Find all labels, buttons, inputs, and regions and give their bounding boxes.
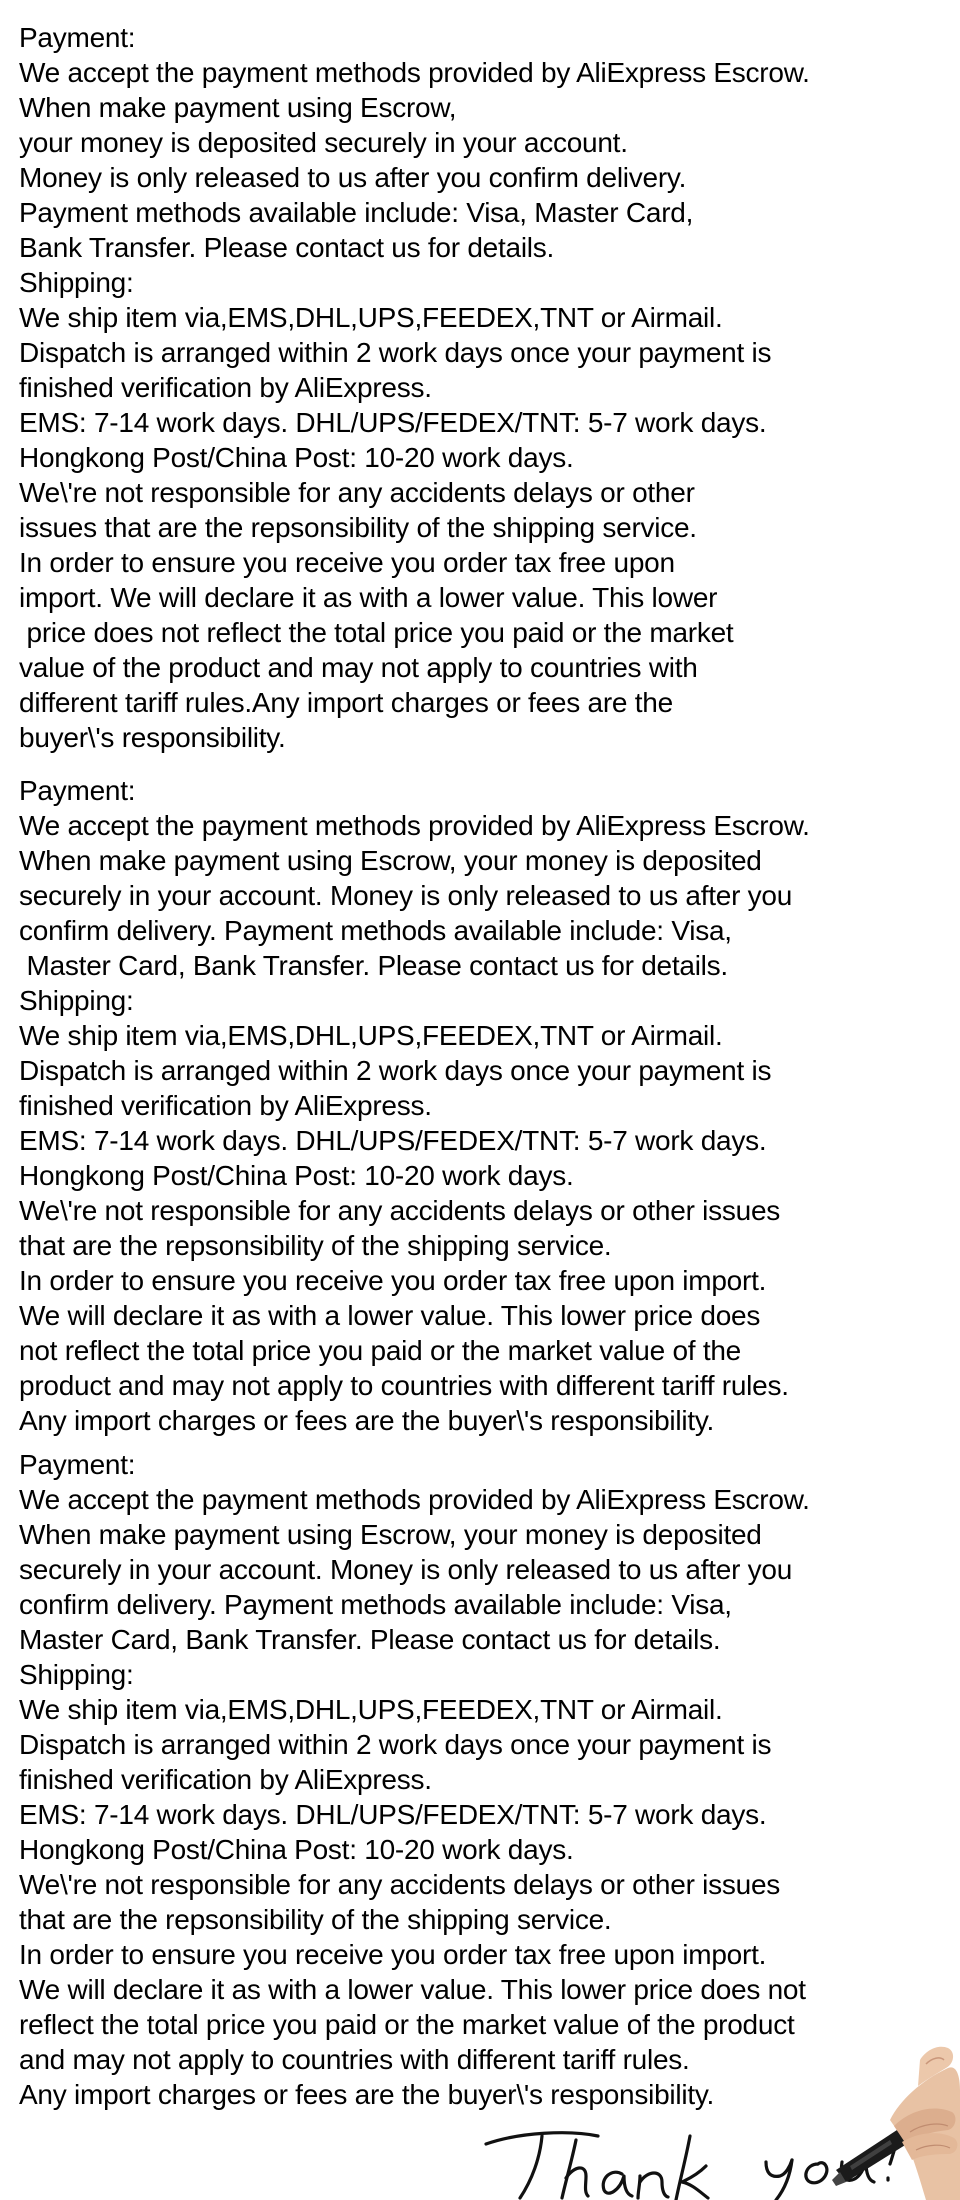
text-line: In order to ensure you receive you order tax free upon import. bbox=[19, 1265, 767, 1296]
text-line: Payment methods available include: Visa, Master Card, bbox=[19, 197, 694, 228]
text-line: We\'re not responsible for any accidents delays or other issues bbox=[19, 1195, 781, 1226]
text-line: Bank Transfer. Please contact us for details. bbox=[19, 232, 555, 263]
text-line: that are the repsonsibility of the shipping service. bbox=[19, 1230, 612, 1261]
text-line: product and may not apply to countries with different tariff rules. bbox=[19, 1370, 789, 1401]
text-line: We ship item via,EMS,DHL,UPS,FEEDEX,TNT or Airmail. bbox=[19, 302, 723, 333]
text-line: Payment: bbox=[19, 22, 136, 53]
text-line: Hongkong Post/China Post: 10-20 work days. bbox=[19, 442, 574, 473]
text-line: Dispatch is arranged within 2 work days once your payment is bbox=[19, 1729, 772, 1760]
text-line: confirm delivery. Payment methods available include: Visa, bbox=[19, 915, 732, 946]
text-line: different tariff rules.Any import charges or fees are the bbox=[19, 687, 673, 718]
text-line: Payment: bbox=[19, 1449, 136, 1480]
text-line: We ship item via,EMS,DHL,UPS,FEEDEX,TNT or Airmail. bbox=[19, 1020, 723, 1051]
text-line: that are the repsonsibility of the shipping service. bbox=[19, 1904, 612, 1935]
text-line: Dispatch is arranged within 2 work days once your payment is bbox=[19, 1055, 772, 1086]
text-line: We ship item via,EMS,DHL,UPS,FEEDEX,TNT or Airmail. bbox=[19, 1694, 723, 1725]
text-line: finished verification by AliExpress. bbox=[19, 372, 432, 403]
text-line: Master Card, Bank Transfer. Please contact us for details. bbox=[19, 1624, 721, 1655]
text-line: reflect the total price you paid or the market value of the product bbox=[19, 2009, 795, 2040]
text-line: Any import charges or fees are the buyer\'s responsibility. bbox=[19, 2079, 715, 2110]
text-line: confirm delivery. Payment methods available include: Visa, bbox=[19, 1589, 732, 1620]
text-line: and may not apply to countries with different tariff rules. bbox=[19, 2044, 690, 2075]
text-line: Shipping: bbox=[19, 1659, 134, 1690]
payment-shipping-block-2 bbox=[19, 773, 954, 1438]
text-line: Master Card, Bank Transfer. Please contact us for details. bbox=[19, 950, 728, 981]
text-line: Dispatch is arranged within 2 work days once your payment is bbox=[19, 337, 772, 368]
text-line: In order to ensure you receive you order tax free upon bbox=[19, 547, 675, 578]
text-line: When make payment using Escrow, your money is deposited bbox=[19, 845, 762, 876]
text-line: Any import charges or fees are the buyer\'s responsibility. bbox=[19, 1405, 715, 1436]
text-line: EMS: 7-14 work days. DHL/UPS/FEDEX/TNT: 5-7 work days. bbox=[19, 1799, 767, 1830]
text-line: Money is only released to us after you confirm delivery. bbox=[19, 162, 687, 193]
text-line: securely in your account. Money is only released to us after you bbox=[19, 880, 793, 911]
text-line: EMS: 7-14 work days. DHL/UPS/FEDEX/TNT: 5-7 work days. bbox=[19, 1125, 767, 1156]
text-line: In order to ensure you receive you order tax free upon import. bbox=[19, 1939, 767, 1970]
text-line: We\'re not responsible for any accidents delays or other issues bbox=[19, 1869, 781, 1900]
text-line: Shipping: bbox=[19, 267, 134, 298]
text-line: finished verification by AliExpress. bbox=[19, 1090, 432, 1121]
payment-shipping-block-1 bbox=[19, 20, 954, 755]
text-line: We accept the payment methods provided by AliExpress Escrow. bbox=[19, 1484, 810, 1515]
text-line: securely in your account. Money is only released to us after you bbox=[19, 1554, 793, 1585]
text-line: We accept the payment methods provided by AliExpress Escrow. bbox=[19, 810, 810, 841]
text-line: your money is deposited securely in your account. bbox=[19, 127, 628, 158]
text-line: Payment: bbox=[19, 775, 136, 806]
text-line: We\'re not responsible for any accidents delays or other bbox=[19, 477, 695, 508]
text-line: finished verification by AliExpress. bbox=[19, 1764, 432, 1795]
text-line: issues that are the repsonsibility of the shipping service. bbox=[19, 512, 697, 543]
payment-shipping-block-3 bbox=[19, 1447, 954, 2112]
text-line: We will declare it as with a lower value. This lower price does not bbox=[19, 1974, 806, 2005]
text-line: We accept the payment methods provided by AliExpress Escrow. bbox=[19, 57, 810, 88]
hand-with-marker-icon bbox=[830, 2020, 960, 2200]
text-line: EMS: 7-14 work days. DHL/UPS/FEDEX/TNT: 5-7 work days. bbox=[19, 407, 767, 438]
text-line: value of the product and may not apply to countries with bbox=[19, 652, 698, 683]
text-line: buyer\'s responsibility. bbox=[19, 722, 286, 753]
text-line: Shipping: bbox=[19, 985, 134, 1016]
text-line: When make payment using Escrow, your money is deposited bbox=[19, 1519, 762, 1550]
text-line: not reflect the total price you paid or the market value of the bbox=[19, 1335, 741, 1366]
text-line: Hongkong Post/China Post: 10-20 work days. bbox=[19, 1160, 574, 1191]
text-line: price does not reflect the total price you paid or the market bbox=[19, 617, 734, 648]
text-line: import. We will declare it as with a lower value. This lower bbox=[19, 582, 718, 613]
text-line: We will declare it as with a lower value. This lower price does bbox=[19, 1300, 761, 1331]
text-line: When make payment using Escrow, bbox=[19, 92, 457, 123]
text-line: Hongkong Post/China Post: 10-20 work days. bbox=[19, 1834, 574, 1865]
